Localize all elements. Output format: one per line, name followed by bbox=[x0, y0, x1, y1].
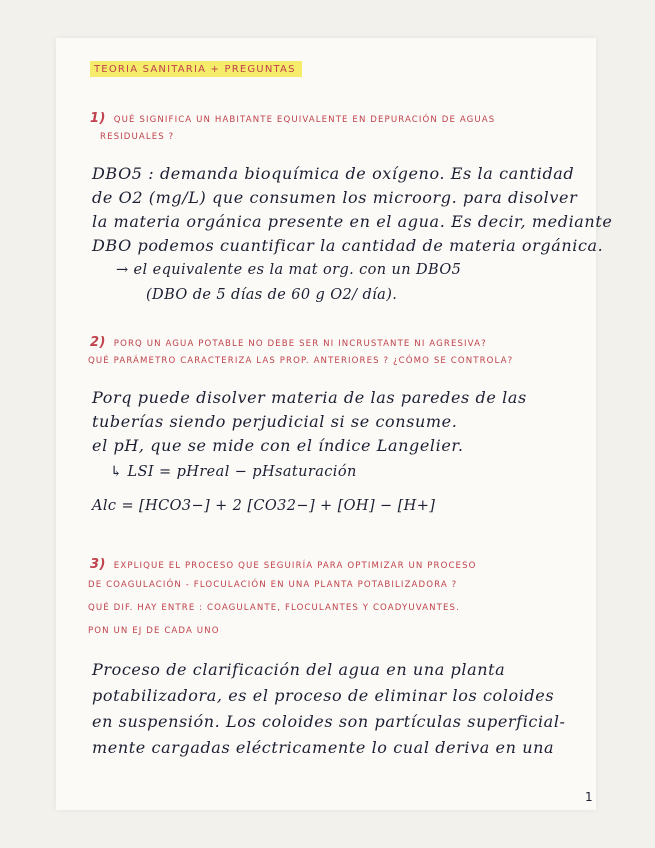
answer-2-line-2: tuberías siendo perjudicial si se consume. bbox=[92, 412, 458, 431]
question-1-header bbox=[90, 110, 495, 126]
question-2-header bbox=[90, 334, 487, 350]
question-2-line-2: QUÉ PARÁMETRO CARACTERIZA LAS PROP. ANTERIORES ? ¿CÓMO SE CONTROLA? bbox=[88, 356, 514, 366]
question-3-line-3: QUÉ DIF. HAY ENTRE : COAGULANTE, FLOCULANTES Y COADYUVANTES. bbox=[88, 603, 460, 613]
page-title: TEORIA SANITARIA + PREGUNTAS bbox=[90, 61, 302, 77]
question-1-line-1: QUÉ SIGNIFICA UN HABITANTE EQUIVALENTE EN DEPURACIÓN DE AGUAS bbox=[113, 115, 496, 125]
question-3-line-2: DE COAGULACIÓN - FLOCULACIÓN EN UNA PLANTA POTABILIZADORA ? bbox=[88, 580, 458, 590]
answer-3-line-2: potabilizadora, es el proceso de eliminar los coloides bbox=[92, 686, 555, 705]
answer-2-line-5: Alc = [HCO3−] + 2 [CO32−] + [OH] − [H+] bbox=[92, 498, 436, 514]
question-2-line-1: PORQ UN AGUA POTABLE NO DEBE SER NI INCRUSTANTE NI AGRESIVA? bbox=[113, 339, 487, 349]
answer-3-line-1: Proceso de clarificación del agua en una planta bbox=[92, 660, 506, 679]
question-2-number: 2) bbox=[90, 335, 106, 350]
answer-3-line-3: en suspensión. Los coloides son partículas superficial- bbox=[92, 712, 566, 731]
answer-2-line-1: Porq puede disolver materia de las paredes de las bbox=[92, 388, 527, 407]
question-1-line-2: RESIDUALES ? bbox=[100, 132, 175, 142]
answer-1-line-4: DBO podemos cuantificar la cantidad de materia orgánica. bbox=[92, 236, 604, 255]
question-3-header bbox=[90, 556, 477, 572]
question-3-number: 3) bbox=[90, 557, 106, 572]
page-number: 1 bbox=[585, 790, 593, 804]
question-3-line-4: PON UN EJ DE CADA UNO bbox=[88, 626, 220, 636]
answer-2-line-3: el pH, que se mide con el índice Langelier. bbox=[92, 436, 464, 455]
question-1-number: 1) bbox=[90, 111, 106, 126]
answer-2-line-4: ↳ LSI = pHreal − pHsaturación bbox=[110, 464, 357, 480]
answer-1-line-6: (DBO de 5 días de 60 g O2/ día). bbox=[146, 287, 398, 303]
answer-1-line-1: DBO5 : demanda bioquímica de oxígeno. Es la cantidad bbox=[92, 164, 575, 183]
answer-3-line-4: mente cargadas eléctricamente lo cual deriva en una bbox=[92, 738, 555, 757]
answer-1-line-3: la materia orgánica presente en el agua. Es decir, mediante bbox=[92, 212, 613, 231]
answer-1-line-2: de O2 (mg/L) que consumen los microorg. para disolver bbox=[92, 188, 578, 207]
answer-1-line-5: → el equivalente es la mat org. con un DBO5 bbox=[116, 262, 462, 278]
question-3-line-1: EXPLIQUE EL PROCESO QUE SEGUIRÍA PARA OPTIMIZAR UN PROCESO bbox=[113, 561, 477, 571]
